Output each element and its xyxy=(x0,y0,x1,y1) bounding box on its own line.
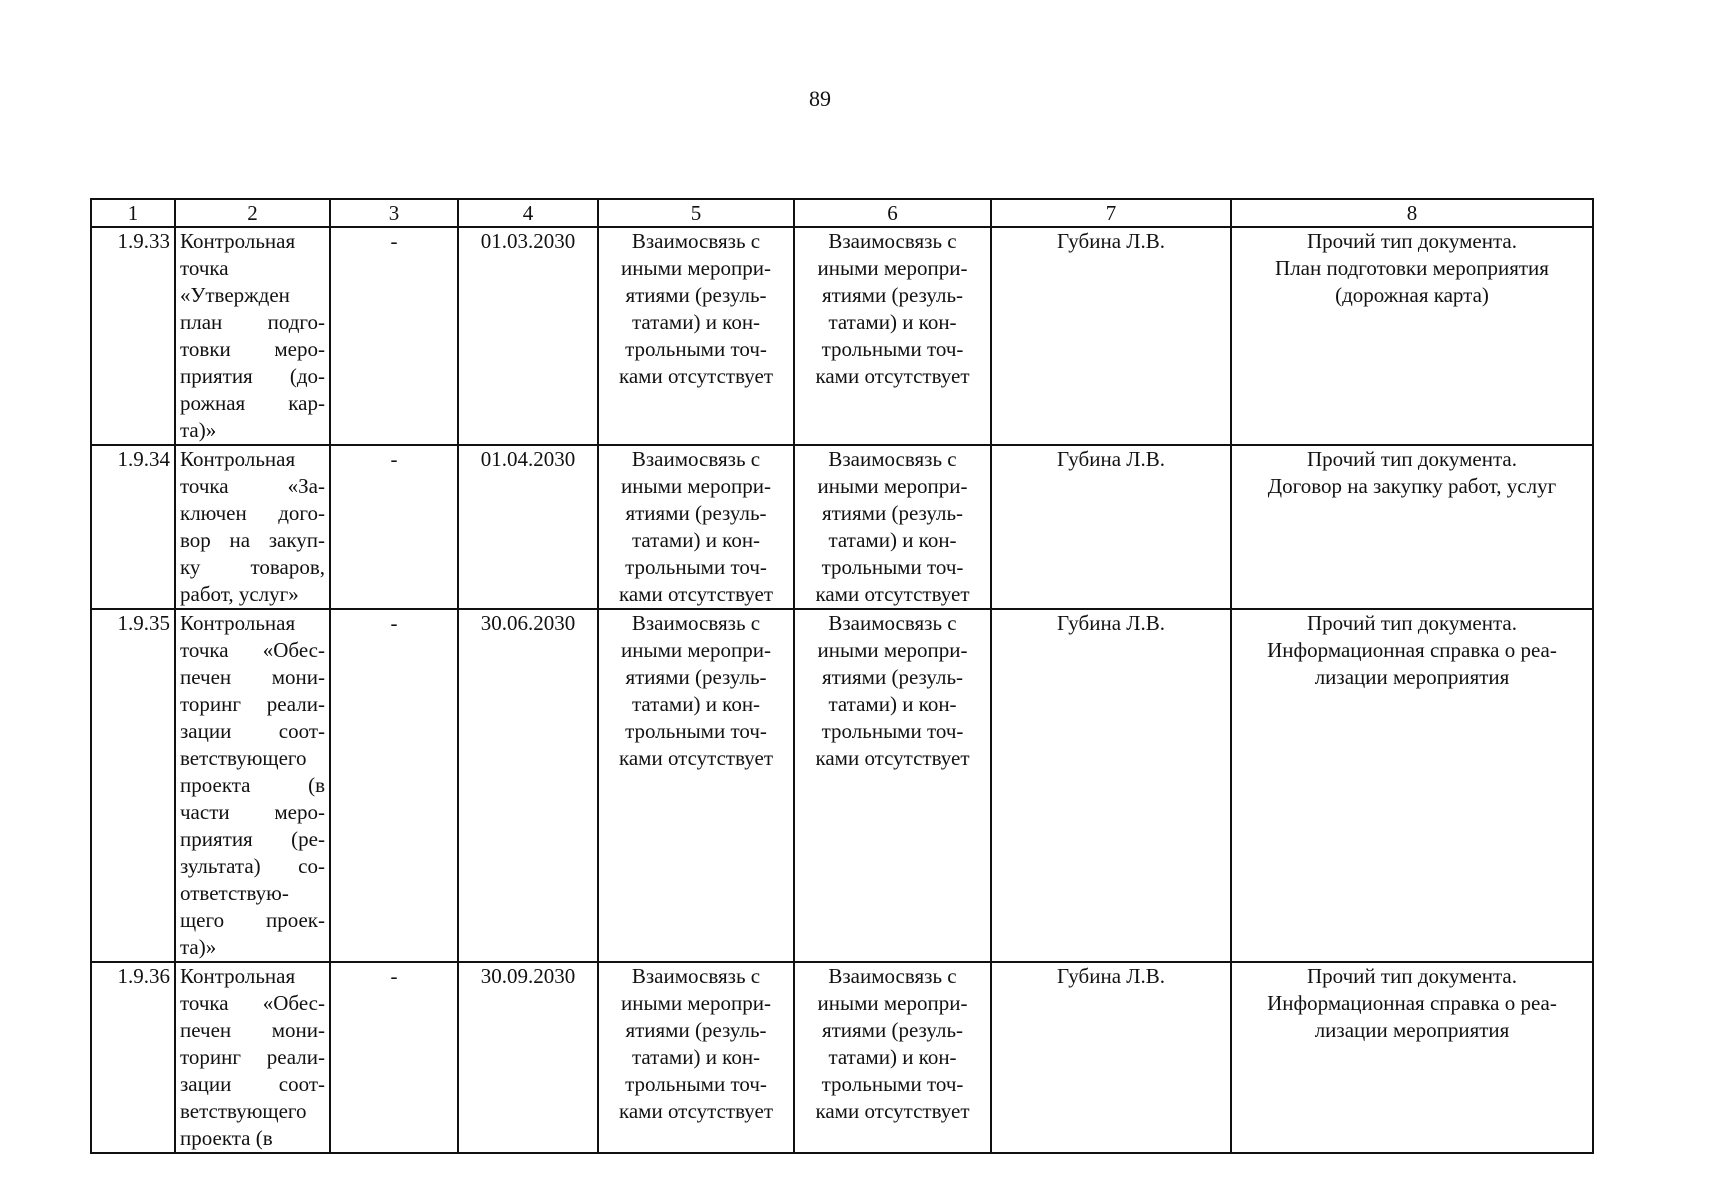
relation-line: Взаимосвязь с xyxy=(828,964,957,988)
relation-line: трольными точ- xyxy=(821,1072,964,1096)
relation-line: татами) и кон- xyxy=(631,310,761,334)
relation-column-6 xyxy=(794,962,991,1153)
control-points-table xyxy=(90,198,1594,1154)
relation-column-6 xyxy=(794,227,991,445)
relation-line: трольными точ- xyxy=(625,719,767,743)
relation-line: ятиями (резуль- xyxy=(625,665,767,689)
relation-line: Взаимосвязь с xyxy=(828,229,957,253)
deadline-date: 01.04.2030 xyxy=(458,445,598,609)
relation-line: Взаимосвязь с xyxy=(631,229,761,253)
relation-line: татами) и кон- xyxy=(828,692,957,716)
deadline-date: 30.09.2030 xyxy=(458,962,598,1153)
column-header-5: 5 xyxy=(598,199,794,227)
relation-line: татами) и кон- xyxy=(828,1045,957,1069)
responsible-person: Губина Л.В. xyxy=(991,609,1231,962)
document-line: Прочий тип документа. xyxy=(1307,611,1517,635)
relation-line: трольными точ- xyxy=(821,337,964,361)
column-header-8: 8 xyxy=(1231,199,1593,227)
column-number-row xyxy=(91,199,1593,227)
relation-line: ятиями (резуль- xyxy=(821,1018,964,1042)
relation-line: трольными точ- xyxy=(821,555,964,579)
relation-line: иными меропри- xyxy=(817,256,968,280)
control-point-name-line: вор на закуп- xyxy=(180,528,325,552)
table-body xyxy=(91,227,1593,1153)
relation-line: ками отсутствует xyxy=(618,582,774,606)
relation-line: иными меропри- xyxy=(621,991,771,1015)
document-type xyxy=(1231,609,1593,962)
control-point-name-line: «Утвержден xyxy=(180,283,290,307)
column-header-7: 7 xyxy=(991,199,1231,227)
relation-line: татами) и кон- xyxy=(631,692,761,716)
control-point-name-line: торинг реали- xyxy=(180,1045,325,1069)
page-number: 89 xyxy=(809,86,831,111)
table-row xyxy=(91,609,1593,962)
row-number: 1.9.35 xyxy=(91,609,175,962)
control-point-name-line: зультата) со- xyxy=(180,854,325,878)
column-header-4: 4 xyxy=(458,199,598,227)
control-point-name xyxy=(175,227,330,445)
table-row xyxy=(91,445,1593,609)
column-header-1: 1 xyxy=(91,199,175,227)
control-point-name-line: товки меро- xyxy=(180,337,325,361)
relation-line: иными меропри- xyxy=(817,474,968,498)
control-point-name-line: Контрольная xyxy=(180,964,296,988)
relation-line: ятиями (резуль- xyxy=(625,1018,767,1042)
relation-line: татами) и кон- xyxy=(828,310,957,334)
control-point-name-line: та)» xyxy=(180,418,217,442)
relation-line: ками отсутствует xyxy=(618,1099,774,1123)
control-point-name-line: проекта (в xyxy=(180,1126,273,1150)
relation-line: иными меропри- xyxy=(621,474,771,498)
row-number: 1.9.36 xyxy=(91,962,175,1153)
relation-line: татами) и кон- xyxy=(631,1045,761,1069)
control-point-name-line: проекта (в xyxy=(180,773,325,797)
control-point-name-line: ветствующего xyxy=(180,746,307,770)
deadline-date: 01.03.2030 xyxy=(458,227,598,445)
control-point-name-line: ключен дого- xyxy=(180,501,325,525)
row-number: 1.9.34 xyxy=(91,445,175,609)
relation-line: ками отсутствует xyxy=(815,1099,970,1123)
column-3-value: - xyxy=(330,227,458,445)
relation-line: Взаимосвязь с xyxy=(828,611,957,635)
control-point-name-line: Контрольная xyxy=(180,447,296,471)
relation-line: татами) и кон- xyxy=(828,528,957,552)
document-line: Информационная справка о реа- xyxy=(1267,991,1557,1015)
control-point-name-line: точка «За- xyxy=(180,474,325,498)
relation-line: иными меропри- xyxy=(817,991,968,1015)
column-header-3: 3 xyxy=(330,199,458,227)
relation-line: трольными точ- xyxy=(625,1072,767,1096)
relation-line: татами) и кон- xyxy=(631,528,761,552)
document-type xyxy=(1231,227,1593,445)
control-point-name-line: зации соот- xyxy=(180,1072,325,1096)
column-3-value: - xyxy=(330,609,458,962)
document-type xyxy=(1231,445,1593,609)
relation-line: иными меропри- xyxy=(621,638,771,662)
control-point-name-line: ответствую- xyxy=(180,881,289,905)
relation-line: ятиями (резуль- xyxy=(821,501,964,525)
control-point-name-line: рожная кар- xyxy=(180,391,325,415)
document-line: (дорожная карта) xyxy=(1335,283,1489,307)
relation-line: ками отсутствует xyxy=(618,364,774,388)
relation-line: ятиями (резуль- xyxy=(821,283,964,307)
control-point-name-line: приятия (ре- xyxy=(180,827,325,851)
relation-column-5 xyxy=(598,609,794,962)
row-number: 1.9.33 xyxy=(91,227,175,445)
document-line: лизации мероприятия xyxy=(1314,665,1510,689)
relation-line: ками отсутствует xyxy=(618,746,774,770)
document-line: лизации мероприятия xyxy=(1314,1018,1510,1042)
column-3-value: - xyxy=(330,445,458,609)
relation-column-6 xyxy=(794,609,991,962)
control-point-name-line: Контрольная xyxy=(180,611,296,635)
control-point-name-line: точка «Обес- xyxy=(180,638,325,662)
control-point-name-line: точка «Обес- xyxy=(180,991,325,1015)
control-point-name-line: точка xyxy=(180,256,229,280)
control-point-name-line: зации соот- xyxy=(180,719,325,743)
responsible-person: Губина Л.В. xyxy=(991,227,1231,445)
column-header-6: 6 xyxy=(794,199,991,227)
deadline-date: 30.06.2030 xyxy=(458,609,598,962)
relation-line: ятиями (резуль- xyxy=(625,283,767,307)
relation-line: Взаимосвязь с xyxy=(631,964,761,988)
relation-column-5 xyxy=(598,227,794,445)
control-point-name-line: торинг реали- xyxy=(180,692,325,716)
relation-line: иными меропри- xyxy=(817,638,968,662)
document-line: План подготовки мероприятия xyxy=(1275,256,1549,280)
relation-line: Взаимосвязь с xyxy=(631,447,761,471)
relation-line: ятиями (резуль- xyxy=(821,665,964,689)
relation-line: Взаимосвязь с xyxy=(631,611,761,635)
relation-column-6 xyxy=(794,445,991,609)
control-point-name-line: план подго- xyxy=(180,310,325,334)
column-3-value: - xyxy=(330,962,458,1153)
relation-line: ками отсутствует xyxy=(815,746,970,770)
document-type xyxy=(1231,962,1593,1153)
responsible-person: Губина Л.В. xyxy=(991,445,1231,609)
relation-column-5 xyxy=(598,962,794,1153)
control-point-name xyxy=(175,609,330,962)
control-point-name-line: работ, услуг» xyxy=(180,582,299,606)
relation-column-5 xyxy=(598,445,794,609)
document-line: Прочий тип документа. xyxy=(1307,447,1517,471)
document-line: Договор на закупку работ, услуг xyxy=(1267,474,1557,498)
control-point-name-line: щего проек- xyxy=(180,908,325,932)
control-point-name-line: части меро- xyxy=(180,800,325,824)
relation-line: трольными точ- xyxy=(625,337,767,361)
control-point-name-line: печен мони- xyxy=(180,665,325,689)
relation-line: иными меропри- xyxy=(621,256,771,280)
control-point-name-line: приятия (до- xyxy=(180,364,325,388)
document-line: Информационная справка о реа- xyxy=(1267,638,1557,662)
relation-line: Взаимосвязь с xyxy=(828,447,957,471)
control-point-name xyxy=(175,962,330,1153)
relation-line: трольными точ- xyxy=(821,719,964,743)
table-row xyxy=(91,962,1593,1153)
control-point-name-line: ветствующего xyxy=(180,1099,307,1123)
relation-line: ятиями (резуль- xyxy=(625,501,767,525)
document-line: Прочий тип документа. xyxy=(1307,229,1517,253)
relation-line: трольными точ- xyxy=(625,555,767,579)
control-point-name-line: печен мони- xyxy=(180,1018,325,1042)
control-point-name-line: та)» xyxy=(180,935,217,959)
responsible-person: Губина Л.В. xyxy=(991,962,1231,1153)
control-point-name-line: ку товаров, xyxy=(180,555,325,579)
relation-line: ками отсутствует xyxy=(815,582,970,606)
control-point-name-line: Контрольная xyxy=(180,229,296,253)
column-header-2: 2 xyxy=(175,199,330,227)
document-line: Прочий тип документа. xyxy=(1307,964,1517,988)
table-row xyxy=(91,227,1593,445)
control-point-name xyxy=(175,445,330,609)
relation-line: ками отсутствует xyxy=(815,364,970,388)
